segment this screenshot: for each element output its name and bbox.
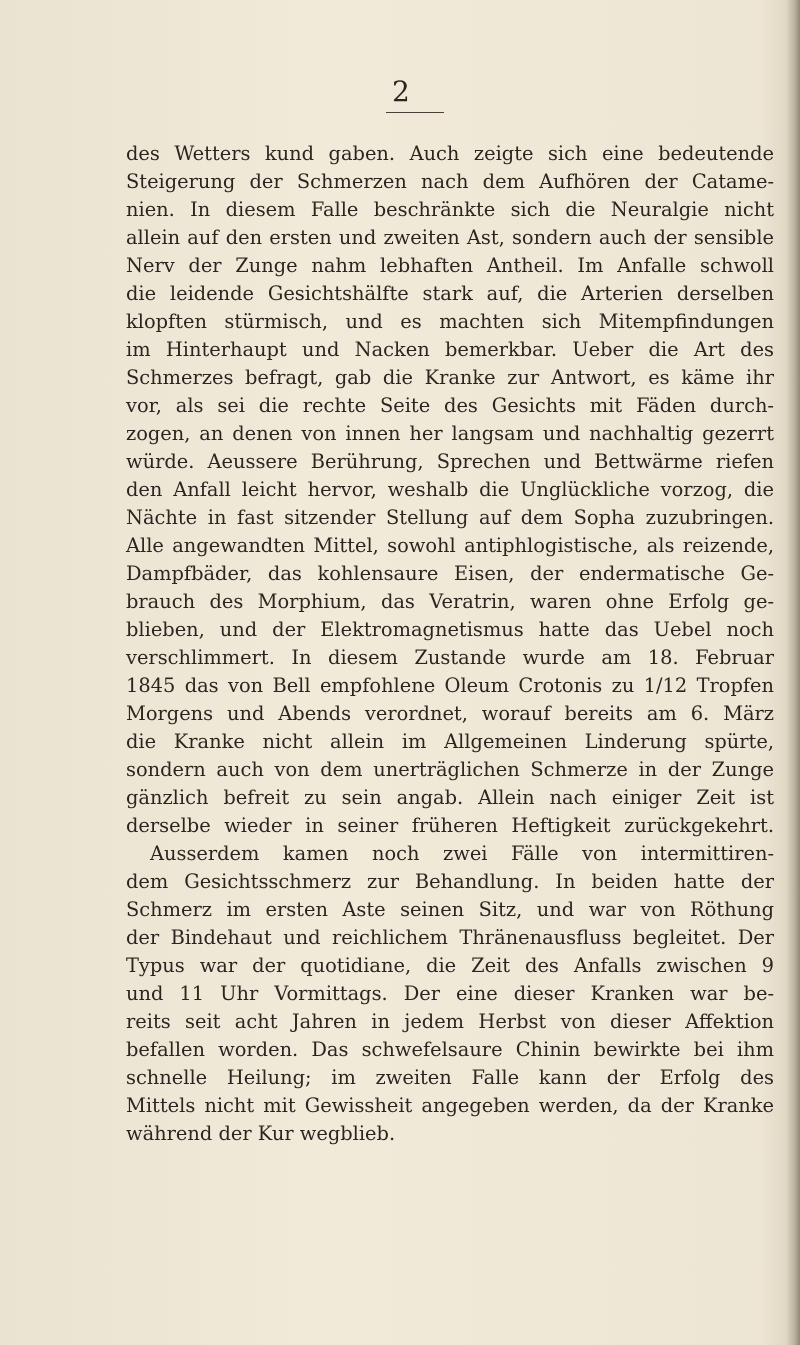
text-line: derselbe wieder in seiner früheren Heftigkeit zurückgekehrt. [126, 814, 774, 837]
body-text [126, 140, 774, 1148]
text-line: der Bindehaut und reichlichem Thränenausfluss begleitet. Der [126, 926, 774, 949]
text-line: Typus war der quotidiane, die Zeit des Anfalls zwischen 9 [126, 954, 774, 977]
text-line: allein auf den ersten und zweiten Ast, sondern auch der sensible [126, 226, 774, 249]
text-line: reits seit acht Jahren in jedem Herbst von dieser Affektion [126, 1010, 774, 1033]
text-line: nien. In diesem Falle beschränkte sich die Neuralgie nicht [126, 198, 774, 221]
text-line: klopften stürmisch, und es machten sich Mitempfindungen [126, 310, 774, 333]
text-line: 1845 das von Bell empfohlene Oleum Crotonis zu 1/12 Tropfen [126, 674, 774, 697]
text-line: verschlimmert. In diesem Zustande wurde am 18. Februar [126, 646, 774, 669]
text-line: Schmerz im ersten Aste seinen Sitz, und war von Röthung [126, 898, 774, 921]
text-line: sondern auch von dem unerträglichen Schmerze in der Zunge [126, 758, 774, 781]
text-line: Morgens und Abends verordnet, worauf bereits am 6. März [126, 702, 774, 725]
text-line: Dampfbäder, das kohlensaure Eisen, der endermatische Ge- [126, 562, 774, 585]
page-edge-shadow [786, 0, 800, 1345]
text-line: im Hinterhaupt und Nacken bemerkbar. Ueber die Art des [126, 338, 774, 361]
text-line: Alle angewandten Mittel, sowohl antiphlogistische, als reizende, [126, 534, 774, 557]
page-number-underline [386, 112, 444, 113]
text-line: vor, als sei die rechte Seite des Gesichts mit Fäden durch- [126, 394, 774, 417]
text-line: Mittels nicht mit Gewissheit angegeben werden, da der Kranke [126, 1094, 774, 1117]
text-line: während der Kur wegblieb. [126, 1122, 396, 1145]
text-line: blieben, und der Elektromagnetismus hatte das Uebel noch [126, 618, 774, 641]
text-line: dem Gesichtsschmerz zur Behandlung. In beiden hatte der [126, 870, 774, 893]
text-line: zogen, an denen von innen her langsam und nachhaltig gezerrt [126, 422, 774, 445]
text-line: die Kranke nicht allein im Allgemeinen Linderung spürte, [126, 730, 774, 753]
text-line: Nerv der Zunge nahm lebhaften Antheil. Im Anfalle schwoll [126, 254, 774, 277]
text-line: gänzlich befreit zu sein angab. Allein nach einiger Zeit ist [126, 786, 774, 809]
text-line: und 11 Uhr Vormittags. Der eine dieser Kranken war be- [126, 982, 774, 1005]
text-line: schnelle Heilung; im zweiten Falle kann der Erfolg des [126, 1066, 774, 1089]
text-line: Steigerung der Schmerzen nach dem Aufhören der Catame- [126, 170, 774, 193]
text-line: Nächte in fast sitzender Stellung auf dem Sopha zuzubringen. [126, 506, 774, 529]
text-line: des Wetters kund gaben. Auch zeigte sich eine bedeutende [126, 142, 774, 165]
text-line: die leidende Gesichtshälfte stark auf, die Arterien derselben [126, 282, 774, 305]
text-line: brauch des Morphium, das Veratrin, waren ohne Erfolg ge- [126, 590, 774, 613]
text-line: Schmerzes befragt, gab die Kranke zur Antwort, es käme ihr [126, 366, 774, 389]
text-line: befallen worden. Das schwefelsaure Chinin bewirkte bei ihm [126, 1038, 774, 1061]
page-number: 2 [392, 75, 410, 108]
text-line: Ausserdem kamen noch zwei Fälle von intermittiren- [150, 842, 774, 865]
text-line: würde. Aeussere Berührung, Sprechen und Bettwärme riefen [126, 450, 774, 473]
text-line: den Anfall leicht hervor, weshalb die Unglückliche vorzog, die [126, 478, 774, 501]
